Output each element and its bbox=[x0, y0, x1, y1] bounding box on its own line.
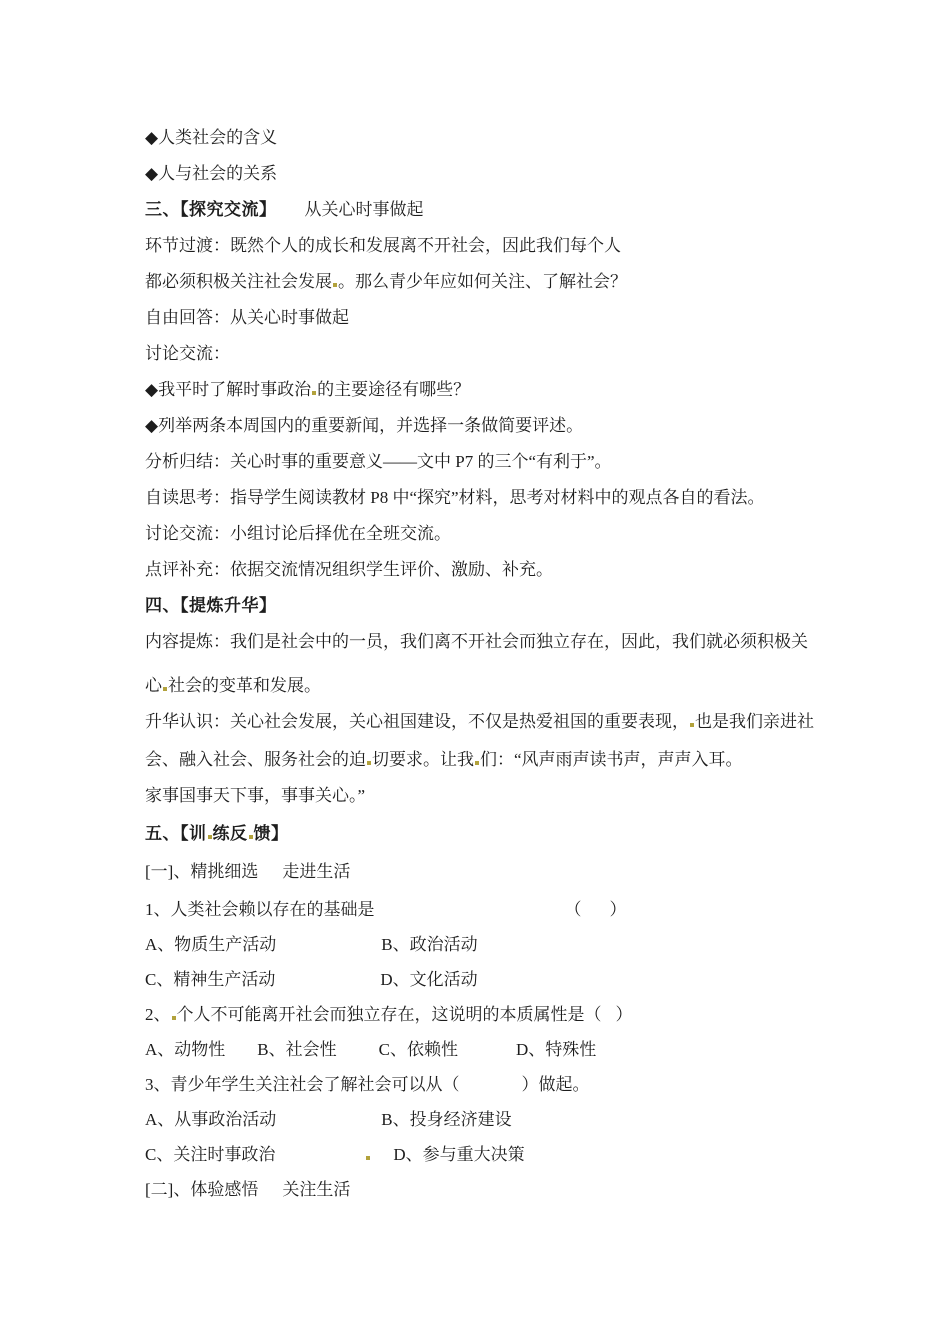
spacer bbox=[458, 1054, 516, 1055]
heading-line bbox=[145, 822, 289, 845]
text-line bbox=[145, 306, 349, 329]
body-text: D、参与重大决策 bbox=[393, 1145, 525, 1164]
body-text: B、政治活动 bbox=[381, 935, 478, 954]
body-text: ） bbox=[609, 900, 627, 919]
body-text: （ bbox=[564, 900, 582, 919]
text-line bbox=[145, 234, 621, 257]
body-text: 自读思考：指导学生阅读教材 P8 中“探究”材料，思考对材料中的观点各自的看法。 bbox=[145, 488, 765, 507]
body-text: 家事国事天下事，事事关心。” bbox=[145, 786, 366, 805]
body-text: 分析归结：关心时事的重要意义——文中 P7 的三个“有利于”。 bbox=[145, 452, 612, 471]
body-text: ◆列举两条本周国内的重要新闻，并选择一条做简要评述。 bbox=[145, 416, 584, 435]
text-line bbox=[145, 1143, 525, 1166]
body-text: ◆人与社会的关系 bbox=[145, 164, 278, 183]
text-line bbox=[145, 1003, 633, 1026]
annotation-dot-icon bbox=[249, 835, 253, 839]
body-text: 切要求。让我 bbox=[372, 750, 474, 769]
body-text: 升华认识：关心社会发展，关心祖国建设，不仅是热爱祖国的重要表现， bbox=[145, 712, 689, 731]
body-text: 3、青少年学生关注社会了解社会可以从（ bbox=[145, 1075, 460, 1094]
body-text: B、社会性 bbox=[257, 1040, 337, 1059]
body-text: 点评补充：依据交流情况组织学生评价、激励、补充。 bbox=[145, 560, 553, 579]
text-line bbox=[145, 1073, 590, 1096]
spacer bbox=[225, 1054, 257, 1055]
heading-text: 馈】 bbox=[253, 824, 289, 843]
spacer bbox=[276, 1124, 381, 1125]
body-text: 心 bbox=[145, 676, 162, 695]
heading-text: 五、【训 bbox=[145, 824, 207, 843]
spacer bbox=[460, 1089, 522, 1090]
spacer bbox=[277, 214, 305, 215]
body-text: 从关心时事做起 bbox=[304, 200, 424, 219]
heading-line bbox=[145, 198, 424, 221]
text-line bbox=[145, 1178, 350, 1201]
text-line bbox=[145, 162, 277, 185]
spacer bbox=[258, 876, 282, 877]
heading-line bbox=[145, 594, 277, 617]
body-text: A、动物性 bbox=[145, 1040, 226, 1059]
spacer bbox=[337, 1054, 379, 1055]
annotation-dot-icon bbox=[333, 283, 337, 287]
text-line bbox=[145, 784, 365, 807]
body-text: A、物质生产活动 bbox=[145, 935, 277, 954]
text-line bbox=[145, 630, 808, 653]
body-text: 的主要途径有哪些？ bbox=[317, 380, 471, 399]
text-line bbox=[145, 270, 627, 293]
text-line bbox=[145, 126, 277, 149]
spacer bbox=[275, 984, 380, 985]
body-text: 个人不可能离开社会而独立存在，这说明的本质属性是（ bbox=[176, 1005, 602, 1024]
body-text: 会、融入社会、服务社会的迫 bbox=[145, 750, 366, 769]
spacer bbox=[371, 1159, 393, 1160]
body-text: 自由回答：从关心时事做起 bbox=[145, 308, 349, 327]
body-text: 讨论交流： bbox=[145, 344, 230, 363]
annotation-dot-icon bbox=[475, 761, 479, 765]
text-line bbox=[145, 748, 743, 771]
body-text: 环节过渡：既然个人的成长和发展离不开社会，因此我们每个人 bbox=[145, 236, 621, 255]
annotation-dot-icon bbox=[312, 391, 316, 395]
body-text: D、特殊性 bbox=[515, 1040, 597, 1059]
text-line bbox=[145, 342, 230, 365]
text-line bbox=[145, 710, 814, 733]
body-text: 。那么青少年应如何关注、了解社会？ bbox=[338, 272, 627, 291]
heading-text: 练反 bbox=[212, 824, 248, 843]
body-text: D、文化活动 bbox=[380, 970, 478, 989]
annotation-dot-icon bbox=[367, 761, 371, 765]
body-text: C、精神生产活动 bbox=[145, 970, 276, 989]
annotation-dot-icon bbox=[366, 1156, 370, 1160]
annotation-dot-icon bbox=[172, 1016, 176, 1020]
text-line bbox=[145, 674, 321, 697]
text-line bbox=[145, 898, 627, 921]
body-text: 讨论交流：小组讨论后择优在全班交流。 bbox=[145, 524, 451, 543]
text-line bbox=[145, 1108, 512, 1131]
heading-text: 三、【探究交流】 bbox=[145, 200, 277, 219]
spacer bbox=[582, 914, 610, 915]
body-text: [一]、精挑细选 bbox=[145, 862, 259, 881]
body-text: ） bbox=[615, 1005, 633, 1024]
body-text: ◆我平时了解时事政治 bbox=[145, 380, 312, 399]
text-line bbox=[145, 968, 478, 991]
body-text: 走进生活 bbox=[282, 862, 351, 881]
body-text: 1、人类社会赖以存在的基础是 bbox=[145, 900, 375, 919]
body-text: 关注生活 bbox=[282, 1180, 351, 1199]
body-text: ）做起。 bbox=[521, 1075, 590, 1094]
spacer bbox=[375, 914, 565, 915]
text-line bbox=[145, 522, 451, 545]
text-line bbox=[145, 450, 612, 473]
annotation-dot-icon bbox=[690, 723, 694, 727]
body-text: 社会的变革和发展。 bbox=[168, 676, 321, 695]
spacer bbox=[276, 949, 381, 950]
body-text: 都必须积极关注社会发展 bbox=[145, 272, 332, 291]
spacer bbox=[602, 1019, 616, 1020]
body-text: C、关注时事政治 bbox=[145, 1145, 276, 1164]
heading-text: 四、【提炼升华】 bbox=[145, 596, 277, 615]
body-text: C、依赖性 bbox=[378, 1040, 458, 1059]
body-text: B、投身经济建设 bbox=[381, 1110, 512, 1129]
text-line bbox=[145, 378, 470, 401]
spacer bbox=[275, 1159, 365, 1160]
text-line bbox=[145, 414, 583, 437]
text-line bbox=[145, 486, 765, 509]
body-text: 们：“风声雨声读书声，声声入耳。 bbox=[480, 750, 743, 769]
body-text: ◆人类社会的含义 bbox=[145, 128, 278, 147]
body-text: 也是我们亲进社 bbox=[695, 712, 814, 731]
text-line bbox=[145, 933, 478, 956]
body-text: [二]、体验感悟 bbox=[145, 1180, 259, 1199]
body-text: 2、 bbox=[145, 1005, 171, 1024]
text-line bbox=[145, 860, 350, 883]
body-text: A、从事政治活动 bbox=[145, 1110, 277, 1129]
spacer bbox=[258, 1194, 282, 1195]
annotation-dot-icon bbox=[163, 687, 167, 691]
text-line bbox=[145, 1038, 596, 1061]
annotation-dot-icon bbox=[208, 835, 212, 839]
body-text: 内容提炼：我们是社会中的一员，我们离不开社会而独立存在，因此，我们就必须积极关 bbox=[145, 632, 808, 651]
text-line bbox=[145, 558, 553, 581]
